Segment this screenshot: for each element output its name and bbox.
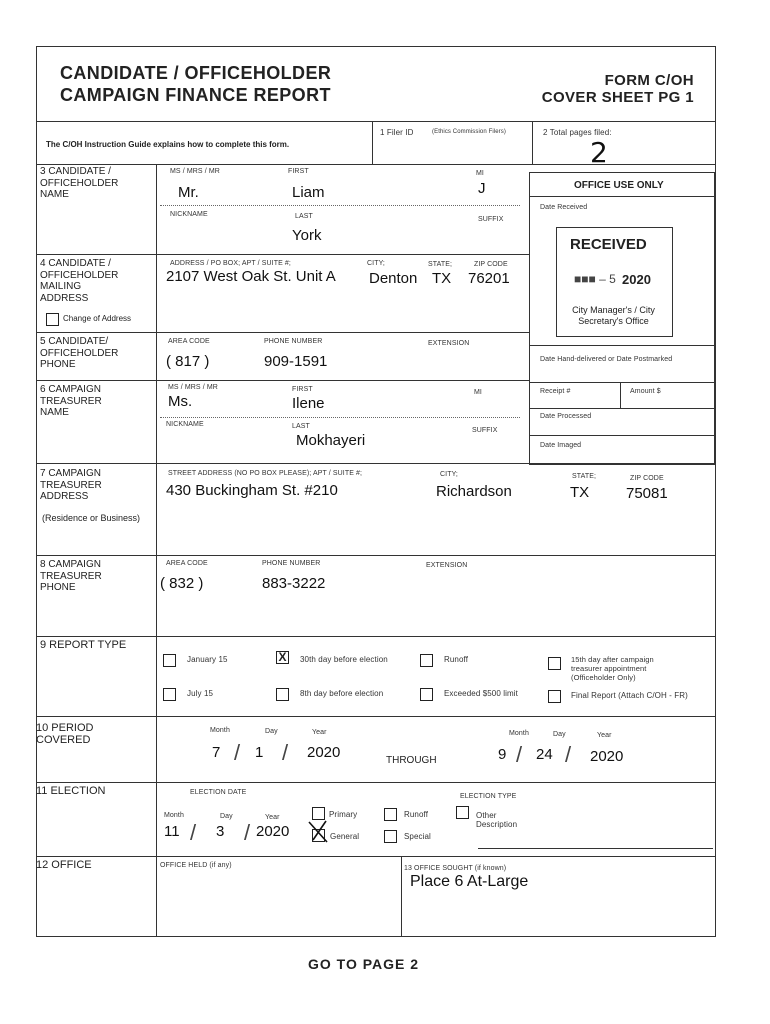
candidate-area-code: ( 817 ) [166, 353, 210, 370]
s4-city-label: CITY; [367, 260, 385, 267]
report-jan15-checkbox[interactable] [163, 654, 176, 667]
s7-zip-label: ZIP CODE [630, 475, 664, 482]
s8-ext-label: EXTENSION [426, 562, 468, 569]
pages-filed-value: 2 [590, 136, 608, 169]
s11-date-label: ELECTION DATE [190, 789, 247, 796]
hand-delivered-label: Date Hand-delivered or Date Postmarked [540, 356, 673, 363]
frame-right [715, 46, 716, 936]
instruction-text: The C/OH Instruction Guide explains how to complete this form. [46, 140, 290, 149]
s3-nick-label: NICKNAME [170, 211, 208, 218]
treasurer-first-name: Ilene [292, 395, 325, 412]
election-primary-label: Primary [329, 810, 358, 819]
s3-ms-label: MS / MRS / MR [170, 168, 220, 175]
s10-day-label: Day [265, 728, 278, 735]
treasurer-area-code: ( 832 ) [160, 575, 204, 592]
office-sought-label: 13 OFFICE SOUGHT (if known) [404, 865, 507, 872]
election-slash-2: / [244, 820, 251, 845]
stamp-month: ■■■ – 5 [574, 272, 616, 286]
s3-suffix-label: SUFFIX [478, 216, 504, 223]
s7-city-label: CITY; [440, 471, 458, 478]
report-final-checkbox[interactable] [548, 690, 561, 703]
report-30day-checkbox[interactable]: X [276, 651, 289, 664]
amount-label: Amount $ [630, 388, 661, 395]
date-imaged-label: Date Imaged [540, 442, 582, 449]
election-slash-1: / [190, 820, 197, 845]
section11-label: 11 ELECTION [36, 785, 106, 797]
s11-day-label: Day [220, 813, 233, 820]
through-label: THROUGH [386, 755, 437, 766]
date-processed-label: Date Processed [540, 413, 592, 420]
candidate-prefix: Mr. [178, 184, 199, 201]
report-runoff-checkbox[interactable] [420, 654, 433, 667]
section8-label: 8 CAMPAIGN TREASURER PHONE [40, 559, 102, 593]
treasurer-phone: 883-3222 [262, 575, 326, 592]
s6-ms-label: MS / MRS / MR [168, 384, 218, 391]
s10-to-year-label: Year [597, 732, 612, 739]
frame-top [36, 46, 716, 47]
s10-to-month-label: Month [509, 730, 529, 737]
section7-label: 7 CAMPAIGN TREASURER ADDRESS [40, 468, 102, 502]
report-8day-label: 8th day before election [300, 689, 384, 698]
form-subtitle: COVER SHEET PG 1 [541, 89, 694, 106]
s6-mi-label: MI [474, 389, 482, 396]
filer-id-label: 1 Filer ID [380, 128, 414, 137]
candidate-city: Denton [369, 270, 418, 287]
s10-to-day-label: Day [553, 731, 566, 738]
receipt-label: Receipt # [540, 388, 571, 395]
s6-first-label: FIRST [292, 386, 313, 393]
s3-first-label: FIRST [288, 168, 309, 175]
candidate-first-name: Liam [292, 184, 325, 201]
section6-label: 6 CAMPAIGN TREASURER NAME [40, 384, 102, 418]
section4-label: 4 CANDIDATE / OFFICEHOLDER MAILING ADDRESS [40, 258, 119, 304]
s10-year-label: Year [312, 729, 327, 736]
election-description-label: Description [476, 820, 518, 829]
stamp-title: RECEIVED [570, 236, 647, 253]
candidate-mi: J [478, 180, 486, 197]
treasurer-address: 430 Buckingham St. #210 [166, 482, 338, 499]
report-exceeded-checkbox[interactable] [420, 688, 433, 701]
s10-month-label: Month [210, 727, 230, 734]
period-slash-3: / [516, 742, 523, 767]
period-slash-2: / [282, 740, 289, 765]
change-of-address-label: Change of Address [63, 314, 132, 323]
treasurer-prefix: Ms. [168, 393, 193, 410]
report-exceeded-label: Exceeded $500 limit [444, 689, 518, 698]
s3-last-label: LAST [295, 213, 313, 220]
election-runoff-checkbox[interactable] [384, 808, 397, 821]
candidate-state: TX [432, 270, 452, 287]
s4-state-label: STATE; [428, 261, 453, 268]
report-jan15-label: January 15 [187, 655, 228, 664]
election-year: 2020 [256, 823, 290, 840]
period-from-day: 1 [255, 744, 264, 761]
general-check-mark-icon [307, 818, 329, 844]
change-of-address-checkbox[interactable] [46, 313, 59, 326]
s6-nick-label: NICKNAME [166, 421, 204, 428]
report-15day-label: 15th day after campaign treasurer appointment (Officeholder Only) [571, 655, 654, 682]
period-from-month: 7 [212, 744, 221, 761]
frame-left [36, 46, 37, 936]
report-30day-label: 30th day before election [300, 655, 388, 664]
s5-ext-label: EXTENSION [428, 340, 470, 347]
treasurer-city: Richardson [436, 483, 512, 500]
s6-last-label: LAST [292, 423, 310, 430]
s11-month-label: Month [164, 812, 184, 819]
date-received-label: Date Received [540, 204, 588, 211]
candidate-address: 2107 West Oak St. Unit A [166, 268, 336, 285]
period-to-day: 24 [536, 746, 553, 763]
go-to-page-2: GO TO PAGE 2 [308, 956, 420, 972]
s8-phone-label: PHONE NUMBER [262, 560, 321, 567]
report-jul15-label: July 15 [187, 689, 214, 698]
form-title: CANDIDATE / OFFICEHOLDER CAMPAIGN FINANCE REPORT [60, 63, 332, 105]
filer-id-sub: (Ethics Commission Filers) [432, 129, 506, 135]
report-runoff-label: Runoff [444, 655, 469, 664]
treasurer-state: TX [570, 484, 590, 501]
section12-label: 12 OFFICE [36, 859, 92, 871]
election-month: 11 [164, 823, 180, 840]
s4-addr-label: ADDRESS / PO BOX; APT / SUITE #; [170, 260, 291, 267]
election-general-label: General [330, 832, 360, 841]
election-special-checkbox[interactable] [384, 830, 397, 843]
office-use-title: OFFICE USE ONLY [574, 180, 664, 191]
s6-suffix-label: SUFFIX [472, 427, 498, 434]
section7-sub: (Residence or Business) [42, 513, 141, 523]
stamp-office: City Manager's / City Secretary's Office [572, 305, 655, 326]
period-to-year: 2020 [590, 748, 624, 765]
s4-zip-label: ZIP CODE [474, 261, 508, 268]
office-sought-value: Place 6 At-Large [410, 873, 529, 890]
s8-area-label: AREA CODE [166, 560, 208, 567]
pages-filed-label: 2 Total pages filed: [543, 128, 612, 137]
label-column-divider [156, 164, 157, 936]
section3-label: 3 CANDIDATE / OFFICEHOLDER NAME [40, 166, 119, 200]
treasurer-zip: 75081 [626, 485, 668, 502]
period-slash-4: / [565, 742, 572, 767]
period-from-year: 2020 [307, 744, 341, 761]
section10-label: 10 PERIOD COVERED [36, 722, 94, 746]
period-to-month: 9 [498, 746, 507, 763]
s11-type-label: ELECTION TYPE [460, 793, 517, 800]
election-runoff-label: Runoff [404, 810, 429, 819]
s7-state-label: STATE; [572, 473, 597, 480]
election-other-label: Other [476, 811, 497, 820]
treasurer-last-name: Mokhayeri [296, 432, 366, 449]
s11-year-label: Year [265, 814, 280, 821]
s7-addr-label: STREET ADDRESS (NO PO BOX PLEASE); APT / SUITE #; [168, 470, 363, 477]
stamp-date: 2020 [622, 272, 651, 287]
period-slash-1: / [234, 740, 241, 765]
section5-label: 5 CANDIDATE/ OFFICEHOLDER PHONE [40, 336, 119, 370]
s3-mi-label: MI [476, 170, 484, 177]
election-day: 3 [216, 823, 225, 840]
report-final-label: Final Report (Attach C/OH - FR) [571, 691, 688, 700]
report-8day-checkbox[interactable] [276, 688, 289, 701]
s5-area-label: AREA CODE [168, 338, 210, 345]
candidate-last-name: York [292, 227, 322, 244]
report-15day-checkbox[interactable] [548, 657, 561, 670]
s5-phone-label: PHONE NUMBER [264, 338, 323, 345]
candidate-zip: 76201 [468, 270, 510, 287]
election-special-label: Special [404, 832, 431, 841]
election-other-checkbox[interactable] [456, 806, 469, 819]
form-label: FORM C/OH [604, 72, 694, 89]
report-jul15-checkbox[interactable] [163, 688, 176, 701]
candidate-phone: 909-1591 [264, 353, 328, 370]
office-held-label: OFFICE HELD (if any) [160, 862, 232, 869]
section9-label: 9 REPORT TYPE [40, 639, 127, 651]
